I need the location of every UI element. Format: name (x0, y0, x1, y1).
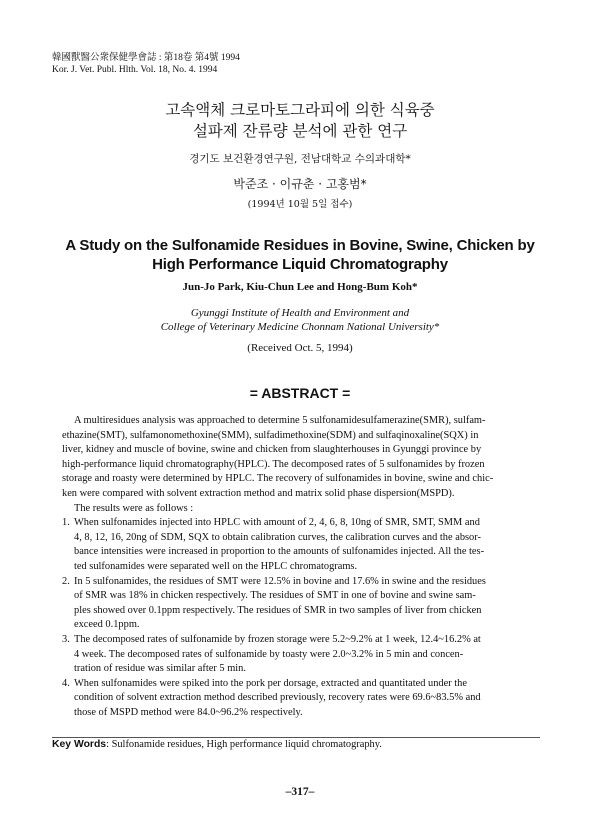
result-line: tration of residue was similar after 5 min. (74, 663, 246, 675)
keywords (52, 739, 382, 750)
korean-title (0, 100, 600, 142)
english-title-line-1: A Study on the Sulfonamide Residues in Bovine, Swine, Chicken by (65, 237, 535, 254)
page-number: –317– (285, 786, 315, 798)
abstract-intro-line: liver, kidney and muscle of bovine, swine and chicken from slaughterhouses in Gyunggi province by (62, 444, 482, 456)
result-line: 4 week. The decomposed rates of sulfonamide by toasty were 2.0~3.2% in 5 min and concen- (74, 648, 464, 660)
abstract-intro-line: storage and roasty were determined by HPLC. The recovery of sulfonamides in bovine, swine and chic- (62, 473, 494, 485)
journal-citation-korean: 韓國獸醫公衆保健學會誌 : 第18卷 第4號 1994 (52, 53, 240, 63)
result-line: ted sulfonamides were separated well on the HPLC chromatograms. (74, 560, 358, 572)
result-item-1 (62, 516, 540, 574)
abstract-intro-line: ethazine(SMT), sulfamonomethoxine(SMM), sulfadimethoxine(SDM) and sulfaqinoxaline(SQX) in (62, 429, 479, 441)
abstract-intro (62, 414, 540, 502)
korean-affiliation: 경기도 보건환경연구원, 전남대학교 수의과대학* (189, 153, 411, 165)
result-number: 3. (62, 633, 70, 645)
result-item-3 (62, 633, 540, 677)
results-label: The results were as follows : (74, 502, 194, 514)
english-affiliation (0, 306, 600, 334)
english-title (0, 236, 600, 274)
results-list (62, 516, 540, 720)
result-line: ples showed over 0.1ppm respectively. The residues of SMR in two samples of liver from chicken (74, 604, 482, 616)
journal-citation (52, 52, 240, 76)
abstract-intro-line: high-performance liquid chromatography(HPLC). The decomposed rates of 5 sulfonamides by frozen (62, 458, 485, 470)
abstract-intro-line: A multiresidues analysis was approached to determine 5 sulfonamidesulfamerazine(SMR), sulfam- (74, 415, 486, 426)
result-number: 2. (62, 575, 70, 587)
korean-received-date: (1994년 10월 5일 접수) (247, 199, 353, 210)
abstract-intro-line: ken were compared with solvent extraction method and matrix solid phase dispersion(MSPD). (62, 487, 455, 499)
english-affiliation-line-1: Gyunggi Institute of Health and Environment and (190, 307, 410, 319)
result-number: 1. (62, 517, 70, 529)
journal-citation-english: Kor. J. Vet. Publ. Hlth. Vol. 18, No. 4. 1994 (52, 65, 218, 75)
result-line: those of MSPD method were 84.0~96.2% respectively. (74, 706, 303, 718)
korean-title-line-1: 고속액체 크로마토그라피에 의한 식육중 (165, 101, 435, 119)
keywords-text: : Sulfonamide residues, High performance liquid chromatography. (106, 739, 382, 750)
result-line: bance intensities were increased in proportion to the amounts of sulfonamides injected. All the tes- (74, 546, 485, 558)
result-line: 4, 8, 12, 16, 20ng of SDM, SQX to obtain calibration curves, the calibration curves and the absor- (74, 531, 481, 543)
result-line: The decomposed rates of sulfonamide by frozen storage were 5.2~9.2% at 1 week, 12.4~16.2% at (74, 633, 481, 645)
english-received-date: (Received Oct. 5, 1994) (247, 342, 353, 354)
result-line: When sulfonamides were spiked into the pork per dorsage, extracted and quantitated under the (74, 677, 467, 689)
result-item-4 (62, 677, 540, 721)
english-authors: Jun-Jo Park, Kiu-Chun Lee and Hong-Bum Koh* (182, 281, 418, 293)
result-line: of SMR was 18% in chicken respectively. The residues of SMT in one of bovine and swine sam- (74, 590, 476, 602)
result-number: 4. (62, 677, 70, 689)
english-affiliation-line-2: College of Veterinary Medicine Chonnam National University* (160, 321, 440, 333)
result-line: condition of solvent extraction method described previously, recovery rates were 69.6~83.5% and (74, 692, 481, 704)
keywords-label: Key Words (52, 739, 107, 750)
result-line: When sulfonamides injected into HPLC with amount of 2, 4, 6, 8, 10ng of SMR, SMT, SMM and (74, 517, 480, 529)
result-line: In 5 sulfonamides, the residues of SMT were 12.5% in bovine and 17.6% in swine and the residues (74, 575, 486, 587)
keywords-divider (52, 737, 540, 738)
korean-authors: 박준조 · 이규춘 · 고홍범* (233, 177, 367, 191)
english-title-line-2: High Performance Liquid Chromatography (152, 256, 448, 273)
result-line: exceed 0.1ppm. (74, 619, 140, 631)
abstract-heading: = ABSTRACT = (249, 385, 351, 401)
korean-title-line-2: 설파제 잔류량 분석에 관한 연구 (192, 122, 408, 140)
abstract-body (62, 414, 540, 720)
result-item-2 (62, 575, 540, 633)
